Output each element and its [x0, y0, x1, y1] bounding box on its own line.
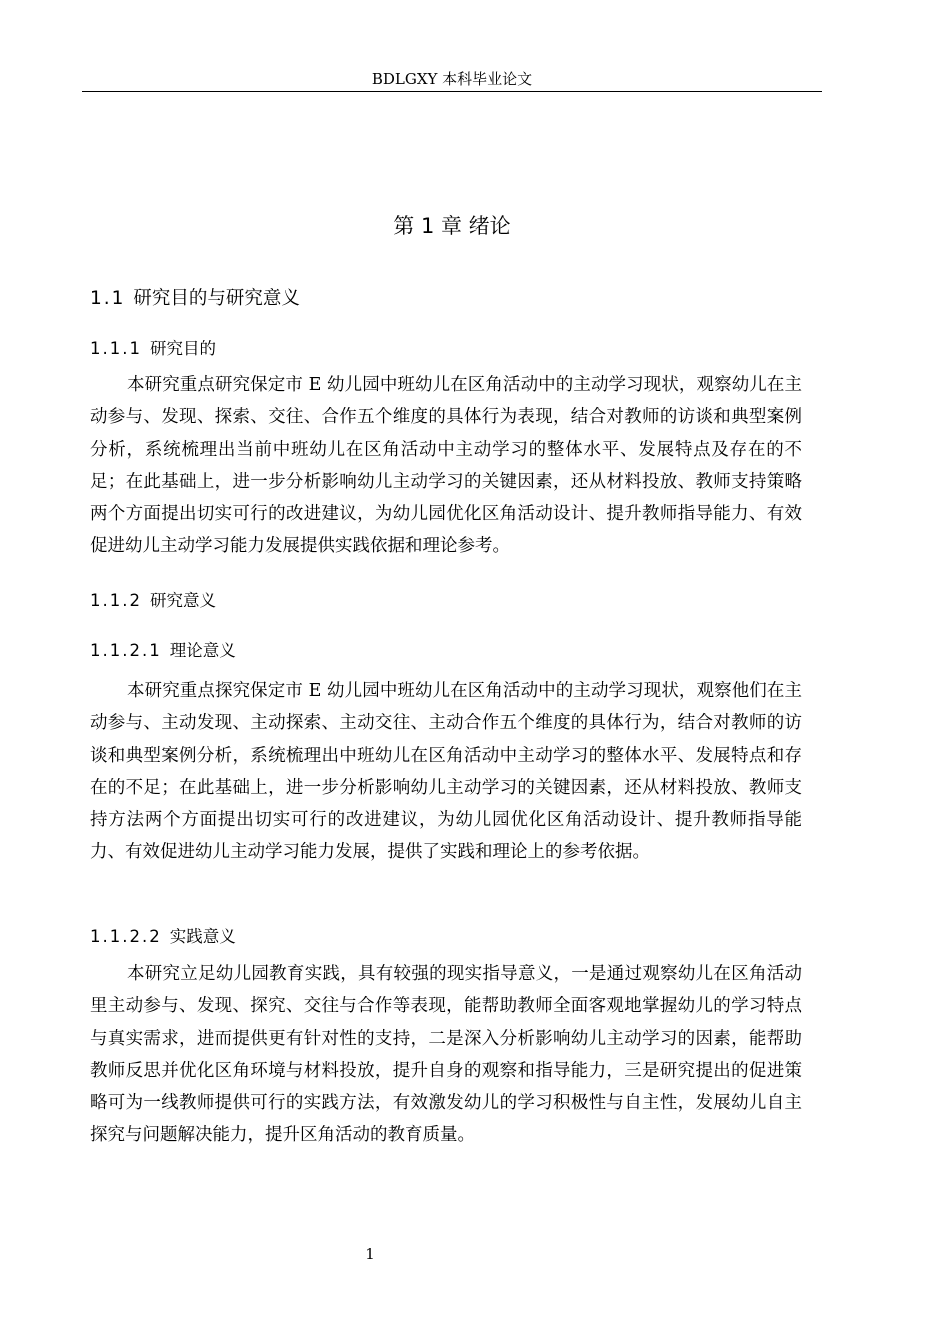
section-title: 理论意义 [169, 641, 236, 660]
section-title: 实践意义 [169, 927, 236, 946]
section-number: 1.1 [90, 288, 126, 309]
section-heading-1-1-2-1 [90, 640, 236, 662]
header-rule [82, 91, 822, 92]
section-number: 1.1.2.1 [90, 641, 162, 660]
section-title: 研究意义 [149, 591, 216, 610]
paragraph-theoretical-significance: 本研究重点探究保定市 E 幼儿园中班幼儿在区角活动中的主动学习现状，观察他们在主动参与、主动发现、主动探索、主动交往、主动合作五个维度的具体行为，结合对教师的访谈和典型案例分析，系统梳理出中班幼儿在区角活动中主动学习的整体水平、发展特点和存在的不足；在此基础上，进一步分析影响幼儿主动学习的关键因素，还从材料投放、教师支持方法两个方面提出切实可行的改进建议，为幼儿园优化区角活动设计、提升教师指导能力、有效促进幼儿主动学习能力发展，提供了实践和理论上的参考依据。 [90, 681, 802, 863]
section-title: 研究目的 [149, 339, 216, 358]
section-heading-1-1-2-2 [90, 926, 236, 948]
section-number: 1.1.2 [90, 591, 142, 610]
paragraph-practical-significance: 本研究立足幼儿园教育实践，具有较强的现实指导意义，一是通过观察幼儿在区角活动里主动参与、发现、探究、交往与合作等表现，能帮助教师全面客观地掌握幼儿的学习特点与真实需求，进而提供更有针对性的支持，二是深入分析影响幼儿主动学习的因素，能帮助教师反思并优化区角环境与材料投放，提升自身的观察和指导能力，三是研究提出的促进策略可为一线教师提供可行的实践方法，有效激发幼儿的学习积极性与自主性，发展幼儿自主探究与问题解决能力，提升区角活动的教育质量。 [90, 964, 802, 1146]
chapter-title: 第 1 章 绪论 [393, 214, 511, 238]
section-number: 1.1.1 [90, 339, 142, 358]
section-title: 研究目的与研究意义 [133, 288, 300, 309]
paragraph-research-purpose: 本研究重点研究保定市 E 幼儿园中班幼儿在区角活动中的主动学习现状，观察幼儿在主动参与、发现、探索、交往、合作五个维度的具体行为表现，结合对教师的访谈和典型案例分析，系统梳理出当前中班幼儿在区角活动中主动学习的整体水平、发展特点及存在的不足；在此基础上，进一步分析影响幼儿主动学习的关键因素，还从材料投放、教师支持策略两个方面提出切实可行的改进建议，为幼儿园优化区角活动设计、提升教师指导能力、有效促进幼儿主动学习能力发展提供实践依据和理论参考。 [90, 375, 802, 557]
page-number: 1 [365, 1245, 375, 1263]
section-heading-1-1-1 [90, 338, 216, 360]
section-heading-1-1-2 [90, 590, 216, 612]
running-header: BDLGXY 本科毕业论文 [371, 70, 533, 88]
section-number: 1.1.2.2 [90, 927, 162, 946]
section-heading-1-1 [90, 287, 300, 311]
